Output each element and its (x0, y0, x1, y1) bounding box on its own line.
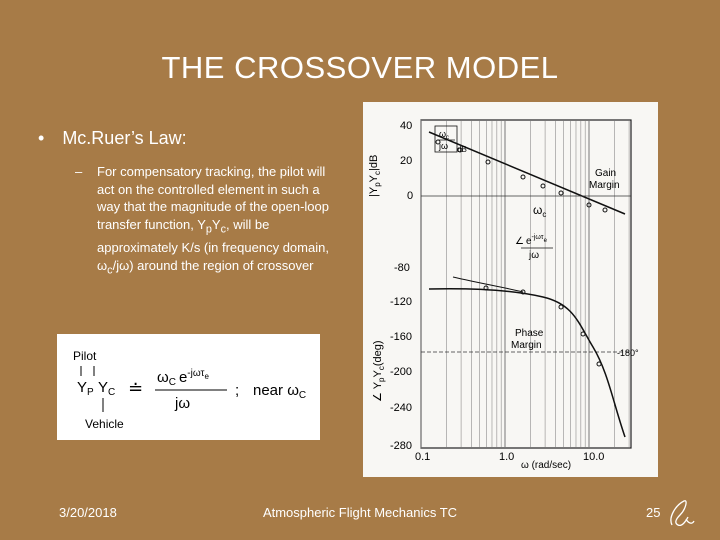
y-tick-40: 40 (400, 120, 413, 132)
sub-text-y: Y (211, 216, 221, 232)
omega-c-label: $\omega_c$ (533, 203, 547, 219)
mag-point (541, 184, 545, 188)
wc-jw-db: dB (457, 145, 467, 154)
y-label-bottom: ∠ $Y_pY_c(deg)$ (372, 340, 386, 402)
approx-sign: ≐ (128, 378, 144, 399)
x-tick-0.1: 0.1 (415, 451, 431, 463)
wc-jw-bottom: jω (439, 141, 449, 151)
y-tick-m120: -120 (390, 296, 413, 308)
footer-title: Atmospheric Flight Mechanics TC (262, 505, 458, 520)
phase-margin-label: Phase (515, 328, 544, 339)
x-axis-label: ω (rad/sec) (521, 460, 572, 471)
phase-curve (429, 289, 625, 437)
y-tick-m160: -160 (390, 331, 413, 343)
sub-text-j: /j (112, 257, 120, 273)
yp-term: $Y_P$ (77, 379, 94, 398)
sub-text-p: p (205, 223, 212, 236)
yc-term: $Y_C$ (98, 379, 116, 398)
phase-margin-label-2: Margin (511, 340, 542, 351)
separator: ; (235, 382, 240, 399)
footer-date: 3/20/2018 (59, 505, 117, 520)
y-tick-m80: -80 (394, 262, 410, 274)
signature-logo-icon (666, 495, 696, 536)
sub-text-b: , will be approximately K/s (in frequency domain, (97, 216, 329, 255)
denominator: jω (175, 395, 191, 412)
phase-term: ∠ $e^{-j\omega\tau}_e$ (515, 234, 547, 247)
y-tick-20: 20 (400, 155, 413, 167)
sub-text-omega-c: ω (97, 257, 108, 273)
vehicle-label: Vehicle (85, 417, 124, 431)
x-tick-1.0: 1.0 (499, 451, 515, 463)
bode-plot (363, 102, 658, 477)
y-tick-m240: -240 (390, 402, 413, 414)
sub-text-end: ) around the region of crossover (129, 257, 314, 273)
y-tick-m280: -280 (390, 440, 413, 452)
phase-term-den: jω (529, 250, 540, 261)
minus180-label: -180° (617, 348, 639, 358)
sub-text-c2: c (107, 264, 113, 277)
sub-text-a: For compensatory tracking, the pilot will act on the controlled element in such a way that the magnitude of the open-loop transfer function, Y (97, 164, 329, 232)
y-label-top: $|Y_pY_c|dB$ (368, 154, 382, 197)
sub-text-c: c (220, 223, 226, 236)
bode-plot-figure (363, 102, 658, 477)
sub-text-omega: ω (119, 257, 130, 273)
sub-bullet-marker: – (75, 164, 83, 179)
bullet-marker: • (38, 128, 45, 148)
bullet-item (38, 128, 187, 149)
crossover-formula (57, 334, 320, 440)
slide-title: THE CROSSOVER MODEL (161, 50, 559, 85)
bullet-text: Mc.Ruer’s Law: (62, 128, 187, 148)
sub-bullet (75, 163, 337, 280)
pilot-label: Pilot (73, 349, 97, 363)
gain-margin-label: Gain (595, 168, 617, 179)
phase-point (581, 332, 585, 336)
numerator: $\omega_C$ $e^{-j\omega\tau}_e$ (157, 368, 209, 388)
mag-point (521, 175, 525, 179)
sub-bullet-text (97, 163, 337, 280)
y-tick-m200: -200 (390, 366, 413, 378)
x-tick-10.0: 10.0 (583, 451, 605, 463)
near-label: near $\omega_C$ (253, 382, 307, 401)
wc-jw-top: $\omega_c$ (439, 129, 450, 141)
mag-point (559, 191, 563, 195)
footer-page-number: 25 (646, 505, 661, 520)
mag-point (603, 208, 607, 212)
y-tick-0: 0 (407, 190, 414, 202)
phase-points (484, 286, 601, 366)
phase-point (597, 362, 601, 366)
gain-margin-label-2: Margin (589, 180, 620, 191)
phase-point (559, 305, 563, 309)
